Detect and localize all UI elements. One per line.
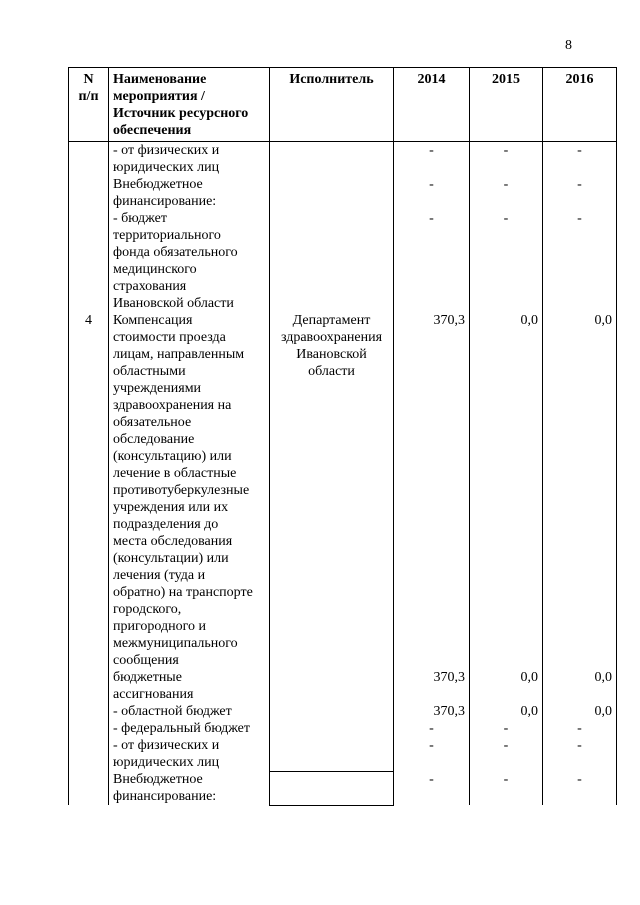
row-name: - от физических и юридических лиц bbox=[109, 737, 270, 771]
header-2014: 2014 bbox=[394, 68, 470, 142]
table-row bbox=[69, 669, 617, 703]
cell-2015: 0,0 bbox=[470, 312, 543, 669]
cell-2015: - bbox=[470, 771, 543, 805]
cell-2015: 0,0 bbox=[470, 669, 543, 703]
cell-2016: - bbox=[543, 737, 617, 771]
cell-2016: - bbox=[543, 142, 617, 177]
table-row bbox=[69, 176, 617, 210]
cell-2015: - bbox=[470, 737, 543, 771]
row-name: Компенсация стоимости проезда лицам, направленным областными учреждениями здравоохранения на обязательное обследование (консультацию) или лечение в областные противотуберкулезные учреждения или их подразделения до места обследования (консультации) или лечения (туда и обратно) на транспорте городского, пригородного и межмуниципального сообщения bbox=[109, 312, 270, 669]
cell-2014: - bbox=[394, 771, 470, 805]
header-name: Наименование мероприятия / Источник ресурсного обеспечения bbox=[109, 68, 270, 142]
page-number: 8 bbox=[565, 38, 572, 53]
row-name: - федеральный бюджет bbox=[109, 720, 270, 737]
cell-2015: - bbox=[470, 210, 543, 312]
cell-2016: 0,0 bbox=[543, 669, 617, 703]
cell-2015: - bbox=[470, 176, 543, 210]
row-name: бюджетные ассигнования bbox=[109, 669, 270, 703]
cell-2016: 0,0 bbox=[543, 312, 617, 669]
row-name: Внебюджетное финансирование: bbox=[109, 176, 270, 210]
header-num: N п/п bbox=[69, 68, 109, 142]
table-row bbox=[69, 210, 617, 312]
row-name: - областной бюджет bbox=[109, 703, 270, 720]
row-name: - бюджет территориального фонда обязательного медицинского страхования Ивановской области bbox=[109, 210, 270, 312]
cell-2015: 0,0 bbox=[470, 703, 543, 720]
cell-2014: 370,3 bbox=[394, 703, 470, 720]
cell-2016: - bbox=[543, 210, 617, 312]
row-number: 4 bbox=[69, 312, 109, 669]
cell-2014: - bbox=[394, 176, 470, 210]
table-row bbox=[69, 737, 617, 771]
cell-2015: - bbox=[470, 720, 543, 737]
table-row bbox=[69, 720, 617, 737]
table-row bbox=[69, 703, 617, 720]
cell-2016: - bbox=[543, 720, 617, 737]
cell-2016: - bbox=[543, 176, 617, 210]
table-row-item-4 bbox=[69, 312, 617, 669]
table-header-row bbox=[69, 68, 617, 142]
table-row bbox=[69, 142, 617, 177]
table-row bbox=[69, 771, 617, 805]
budget-table bbox=[68, 67, 617, 806]
cell-2016: 0,0 bbox=[543, 703, 617, 720]
cell-2014: 370,3 bbox=[394, 312, 470, 669]
cell-2015: - bbox=[470, 142, 543, 177]
header-2015: 2015 bbox=[470, 68, 543, 142]
cell-2014: - bbox=[394, 142, 470, 177]
cell-2016: - bbox=[543, 771, 617, 805]
cell-2014: - bbox=[394, 737, 470, 771]
cell-2014: - bbox=[394, 210, 470, 312]
row-name: - от физических и юридических лиц bbox=[109, 142, 270, 177]
row-executor: Департамент здравоохранения Ивановской области bbox=[270, 312, 394, 669]
header-executor: Исполнитель bbox=[270, 68, 394, 142]
cell-2014: 370,3 bbox=[394, 669, 470, 703]
cell-2014: - bbox=[394, 720, 470, 737]
row-name: Внебюджетное финансирование: bbox=[109, 771, 270, 805]
header-2016: 2016 bbox=[543, 68, 617, 142]
